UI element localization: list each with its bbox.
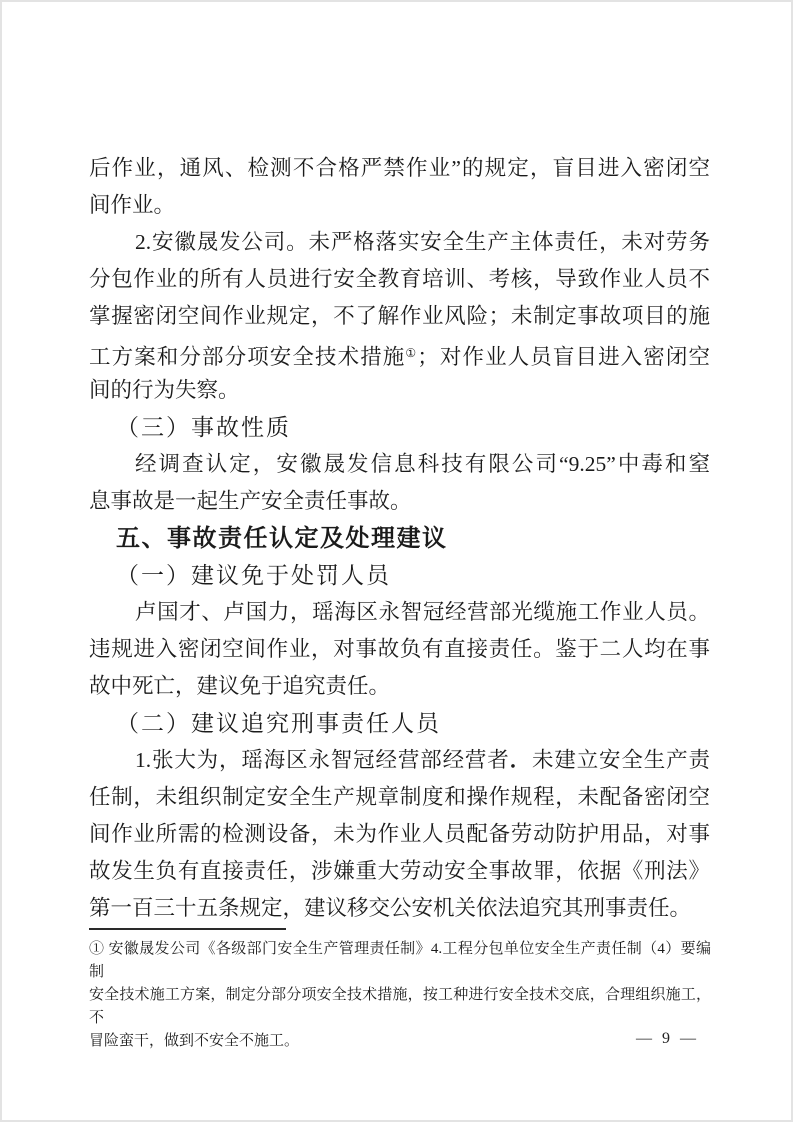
text-line: 2.安徽晟发公司。未严格落实安全生产主体责任，未对劳务 bbox=[135, 230, 710, 254]
footnote-line: 冒险蛮干，做到不安全不施工。 bbox=[89, 1033, 300, 1049]
subsection-heading: （一）建议免于处罚人员 bbox=[116, 563, 391, 588]
text-line: 经调查认定，安徽晟发信息科技有限公司“9.25”中毒和窒 bbox=[135, 452, 710, 476]
page-number: — 9 — bbox=[636, 1030, 699, 1047]
text-line: 掌握密闭空间作业规定，不了解作业风险；未制定事故项目的施 bbox=[89, 304, 710, 328]
footnote bbox=[89, 938, 711, 1053]
text-line: 任制，未组织制定安全生产规章制度和操作规程，未配备密闭空 bbox=[89, 785, 710, 809]
text-line: 第一百三十五条规定，建议移交公安机关依法追究其刑事责任。 bbox=[89, 896, 692, 920]
document-body bbox=[89, 150, 710, 927]
text-line: 分包作业的所有人员进行安全教育培训、考核，导致作业人员不 bbox=[89, 267, 710, 291]
section-heading: 五、事故责任认定及处理建议 bbox=[116, 525, 448, 552]
text-line: 息事故是一起生产安全责任事故。 bbox=[89, 489, 412, 513]
footnote-separator bbox=[89, 928, 286, 930]
text-line: 违规进入密闭空间作业，对事故负有直接责任。鉴于二人均在事 bbox=[89, 637, 710, 661]
footnote-line: ① 安徽晟发公司《各级部门安全生产管理责任制》4.工程分包单位安全生产责任制（4）要编制 bbox=[89, 941, 711, 980]
text-line: 工方案和分部分项安全技术措施①；对作业人员盲目进入密闭空 bbox=[89, 345, 710, 369]
text-line: 1.张大为，瑶海区永智冠经营部经营者．未建立安全生产责 bbox=[135, 748, 710, 772]
text-line: 间作业。 bbox=[89, 193, 176, 217]
footnote-ref-marker: ① bbox=[405, 346, 418, 360]
footnote-line: 安全技术施工方案，制定分部分项安全技术措施，按工种进行安全技术交底，合理组织施工，不 bbox=[89, 987, 711, 1026]
text-line: 故中死亡，建议免于追究责任。 bbox=[89, 674, 391, 698]
text-line: 故发生负有直接责任，涉嫌重大劳动安全事故罪，依据《刑法》 bbox=[89, 859, 710, 883]
text-line: 间作业所需的检测设备，未为作业人员配备劳动防护用品，对事 bbox=[89, 822, 710, 846]
text-line: 后作业，通风、检测不合格严禁作业”的规定，盲目进入密闭空 bbox=[89, 156, 710, 180]
text-line: 间的行为失察。 bbox=[89, 378, 240, 402]
subsection-heading: （二）建议追究刑事责任人员 bbox=[116, 711, 441, 736]
text-line: 卢国才、卢国力，瑶海区永智冠经营部光缆施工作业人员。 bbox=[135, 600, 710, 624]
subsection-heading: （三）事故性质 bbox=[116, 415, 291, 440]
